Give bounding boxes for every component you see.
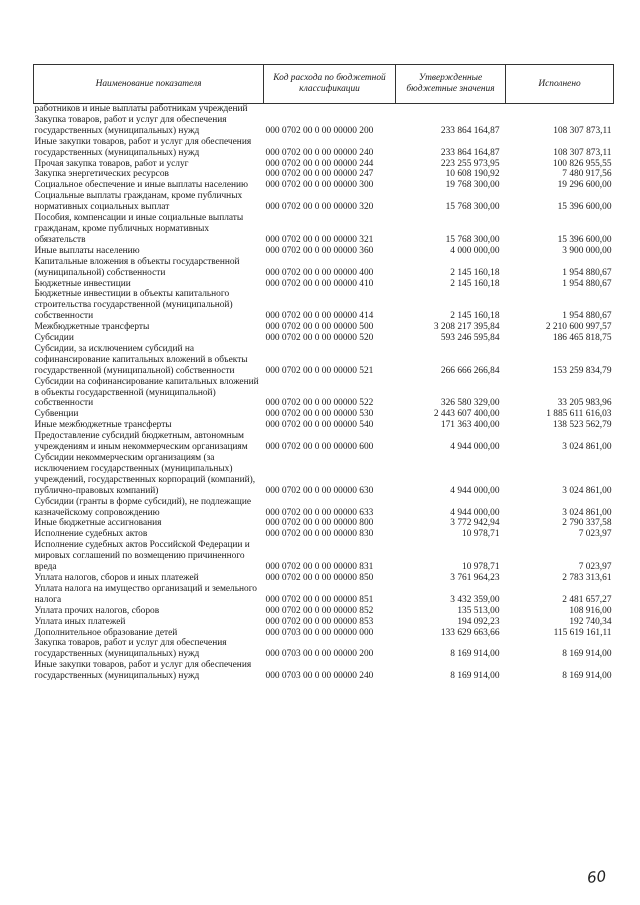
row-approved-value: 133 629 663,66 — [440, 627, 500, 638]
table-row — [34, 617, 614, 628]
row-executed-value: 7 480 917,56 — [562, 169, 612, 180]
row-approved-value: 266 666 266,84 — [440, 365, 500, 376]
table-row — [34, 257, 614, 279]
row-indicator-name: Субсидии — [34, 333, 74, 344]
row-expense-code: 000 0702 00 0 00 00000 360 — [265, 245, 374, 256]
row-indicator-name: Пособия, компенсации и иные социальные выплаты гражданам, кроме публичных нормативных обязательств — [34, 213, 244, 245]
row-approved-value: 10 978,71 — [462, 562, 500, 573]
row-executed-value: 138 523 562,79 — [552, 420, 612, 431]
row-indicator-name: Дополнительное образование детей — [34, 627, 178, 638]
row-executed-value: 2 481 657,27 — [562, 594, 612, 605]
row-indicator-name: Предоставление субсидий бюджетным, автономным учреждениям и иным некоммерческим организациям — [34, 431, 248, 453]
row-expense-code: 000 0702 00 0 00 00000 500 — [265, 322, 374, 333]
row-executed-value: 3 900 000,00 — [562, 245, 612, 256]
row-approved-value: 4 944 000,00 — [450, 442, 500, 453]
table-row — [34, 213, 614, 246]
row-indicator-name: работников и иные выплаты работникам учреждений — [34, 104, 248, 114]
row-approved-value: 194 092,23 — [457, 616, 500, 627]
row-indicator-name: Уплата налога на имущество организаций и земельного налога — [34, 583, 257, 605]
row-approved-value: 15 768 300,00 — [445, 202, 500, 213]
table-row — [34, 322, 614, 333]
row-executed-value: 7 023,97 — [578, 529, 612, 540]
row-approved-value: 10 978,71 — [462, 529, 500, 540]
row-executed-value: 1 954 880,67 — [562, 311, 612, 322]
row-indicator-name: Иные закупки товаров, работ и услуг для обеспечения государственных (муниципальных) нужд — [34, 136, 252, 158]
row-approved-value: 326 580 329,00 — [440, 398, 500, 409]
table-row — [34, 497, 614, 519]
table-row — [34, 584, 614, 606]
table-body — [34, 104, 614, 683]
row-approved-value: 2 145 160,18 — [450, 267, 500, 278]
row-approved-value: 3 208 217 395,84 — [433, 322, 500, 333]
table-row — [34, 540, 614, 573]
row-expense-code: 000 0702 00 0 00 00000 851 — [265, 594, 374, 605]
row-approved-value: 593 246 595,84 — [440, 333, 500, 344]
row-expense-code: 000 0702 00 0 00 00000 400 — [265, 267, 374, 278]
row-approved-value: 171 363 400,00 — [440, 420, 500, 431]
row-indicator-name: Иные выплаты населению — [34, 245, 140, 256]
row-executed-value: 3 024 861,00 — [562, 485, 612, 496]
row-expense-code: 000 0702 00 0 00 00000 321 — [265, 234, 374, 245]
row-expense-code: 000 0702 00 0 00 00000 200 — [265, 125, 374, 136]
header-executed: Исполнено — [506, 65, 614, 104]
row-approved-value: 3 772 942,94 — [450, 518, 500, 529]
row-indicator-name: Исполнение судебных актов — [34, 529, 148, 540]
header-expense-code: Код расхода по бюджетной классификации — [264, 65, 396, 104]
row-executed-value: 2 210 600 997,57 — [545, 322, 612, 333]
row-expense-code: 000 0702 00 0 00 00000 244 — [265, 158, 374, 169]
row-approved-value: 3 761 964,23 — [450, 572, 500, 583]
table-row — [34, 180, 614, 191]
row-executed-value: 3 024 861,00 — [562, 442, 612, 453]
row-indicator-name: Субвенции — [34, 409, 79, 420]
table-row — [34, 453, 614, 497]
row-approved-value — [396, 104, 506, 115]
row-expense-code: 000 0702 00 0 00 00000 540 — [265, 420, 374, 431]
row-approved-value: 223 255 973,95 — [440, 158, 500, 169]
row-expense-code: 000 0702 00 0 00 00000 600 — [265, 442, 374, 453]
row-indicator-name: Капитальные вложения в объекты государственной (муниципальной) собственности — [34, 256, 240, 278]
row-executed-value: 108 916,00 — [569, 605, 612, 616]
row-indicator-name: Социальные выплаты гражданам, кроме публичных нормативных социальных выплат — [34, 191, 243, 213]
row-expense-code: 000 0702 00 0 00 00000 320 — [265, 202, 374, 213]
row-executed-value: 1 954 880,67 — [562, 267, 612, 278]
row-executed-value: 2 783 313,61 — [562, 572, 612, 583]
row-expense-code: 000 0702 00 0 00 00000 633 — [265, 507, 374, 518]
row-indicator-name: Уплата прочих налогов, сборов — [34, 605, 160, 616]
row-expense-code: 000 0702 00 0 00 00000 830 — [265, 529, 374, 540]
row-expense-code: 000 0703 00 0 00 00000 200 — [265, 649, 374, 660]
row-expense-code: 000 0702 00 0 00 00000 850 — [265, 572, 374, 583]
row-approved-value: 2 145 160,18 — [450, 311, 500, 322]
row-approved-value: 233 864 164,87 — [440, 125, 500, 136]
row-indicator-name: Уплата иных платежей — [34, 616, 126, 627]
row-executed-value — [506, 104, 614, 115]
row-indicator-name: Иные межбюджетные трансферты — [34, 420, 172, 431]
row-approved-value: 135 513,00 — [457, 605, 500, 616]
table-row — [34, 573, 614, 584]
row-executed-value: 7 023,97 — [578, 562, 612, 573]
table-row — [34, 191, 614, 213]
row-executed-value: 1 954 880,67 — [562, 278, 612, 289]
row-expense-code: 000 0702 00 0 00 00000 247 — [265, 169, 374, 180]
table-row — [34, 279, 614, 290]
row-indicator-name: Закупка товаров, работ и услуг для обеспечения государственных (муниципальных) нужд — [34, 638, 227, 660]
row-approved-value: 10 608 190,92 — [445, 169, 500, 180]
row-indicator-name: Бюджетные инвестиции в объекты капитального строительства государственной (муниципальной) собственности — [34, 289, 233, 322]
row-indicator-name: Социальное обеспечение и иные выплаты населению — [34, 180, 249, 191]
handwritten-page-number: 60 — [586, 867, 607, 887]
table-row — [34, 169, 614, 180]
row-indicator-name: Уплата налогов, сборов и иных платежей — [34, 572, 199, 583]
row-executed-value: 15 396 600,00 — [557, 202, 612, 213]
table-row — [34, 137, 614, 159]
row-indicator-name: Закупка энергетических ресурсов — [34, 169, 169, 180]
row-approved-value: 19 768 300,00 — [445, 180, 500, 191]
row-indicator-name: Исполнение судебных актов Российской Федерации и мировых соглашений по возмещению причиненного вреда — [34, 540, 250, 573]
row-approved-value: 2 443 607 400,00 — [433, 409, 500, 420]
table-row — [34, 289, 614, 322]
row-expense-code: 000 0702 00 0 00 00000 800 — [265, 518, 374, 529]
row-executed-value: 108 307 873,11 — [553, 147, 612, 158]
table-row — [34, 409, 614, 420]
row-expense-code: 000 0702 00 0 00 00000 853 — [265, 616, 374, 627]
table-row — [34, 529, 614, 540]
table-row — [34, 159, 614, 170]
row-approved-value: 4 000 000,00 — [450, 245, 500, 256]
row-indicator-name: Межбюджетные трансферты — [34, 322, 150, 333]
row-expense-code: 000 0702 00 0 00 00000 522 — [265, 398, 374, 409]
row-executed-value: 8 169 914,00 — [562, 649, 612, 660]
row-approved-value: 8 169 914,00 — [450, 671, 500, 682]
row-indicator-name: Закупка товаров, работ и услуг для обеспечения государственных (муниципальных) нужд — [34, 114, 227, 136]
row-executed-value: 192 740,34 — [569, 616, 612, 627]
row-expense-code: 000 0702 00 0 00 00000 831 — [265, 562, 374, 573]
row-executed-value: 1 885 611 616,03 — [546, 409, 612, 420]
row-executed-value: 2 790 337,58 — [562, 518, 612, 529]
table-row — [34, 104, 614, 115]
table-row — [34, 115, 614, 137]
table-row — [34, 377, 614, 410]
header-indicator-name: Наименование показателя — [34, 65, 264, 104]
row-approved-value: 3 432 359,00 — [450, 594, 500, 605]
table-row — [34, 628, 614, 639]
row-expense-code: 000 0702 00 0 00 00000 300 — [265, 180, 374, 191]
row-executed-value: 108 307 873,11 — [553, 125, 612, 136]
table-row — [34, 246, 614, 257]
table-header-row — [34, 65, 614, 104]
row-approved-value: 4 944 000,00 — [450, 507, 500, 518]
row-expense-code: 000 0703 00 0 00 00000 000 — [265, 627, 374, 638]
table-row — [34, 344, 614, 377]
row-expense-code: 000 0702 00 0 00 00000 630 — [265, 485, 374, 496]
row-executed-value: 115 619 161,11 — [553, 627, 612, 638]
row-executed-value: 33 205 983,96 — [557, 398, 612, 409]
row-indicator-name: Субсидии (гранты в форме субсидий), не подлежащие казначейскому сопровождению — [34, 496, 252, 518]
row-indicator-name: Иные бюджетные ассигнования — [34, 518, 162, 529]
table-row — [34, 420, 614, 431]
budget-execution-table — [33, 64, 614, 682]
row-indicator-name: Субсидии некоммерческим организациям (за исключением государственных (муниципальных) учреждений, государственных корпораций (компаний), публично-правовых компаний) — [34, 453, 256, 496]
table-row — [34, 660, 614, 682]
table-row — [34, 333, 614, 344]
table-row — [34, 638, 614, 660]
table-row — [34, 606, 614, 617]
row-expense-code: 000 0702 00 0 00 00000 414 — [265, 311, 374, 322]
row-expense-code: 000 0702 00 0 00 00000 852 — [265, 605, 374, 616]
row-executed-value: 19 296 600,00 — [557, 180, 612, 191]
row-indicator-name: Бюджетные инвестиции — [34, 278, 131, 289]
row-approved-value: 4 944 000,00 — [450, 485, 500, 496]
row-approved-value: 233 864 164,87 — [440, 147, 500, 158]
row-approved-value: 15 768 300,00 — [445, 234, 500, 245]
row-executed-value: 186 465 818,75 — [552, 333, 612, 344]
row-expense-code — [264, 104, 396, 115]
row-executed-value: 153 259 834,79 — [552, 365, 612, 376]
header-approved-values: Утвержденные бюджетные значения — [396, 65, 506, 104]
row-executed-value: 100 826 955,55 — [552, 158, 612, 169]
table-row — [34, 518, 614, 529]
row-expense-code: 000 0702 00 0 00 00000 240 — [265, 147, 374, 158]
row-executed-value: 8 169 914,00 — [562, 671, 612, 682]
table-row — [34, 431, 614, 453]
row-approved-value: 8 169 914,00 — [450, 649, 500, 660]
row-indicator-name: Иные закупки товаров, работ и услуг для обеспечения государственных (муниципальных) нужд — [34, 660, 252, 682]
row-expense-code: 000 0702 00 0 00 00000 520 — [265, 333, 374, 344]
row-approved-value: 2 145 160,18 — [450, 278, 500, 289]
row-executed-value: 15 396 600,00 — [557, 234, 612, 245]
row-expense-code: 000 0702 00 0 00 00000 521 — [265, 365, 374, 376]
row-expense-code: 000 0702 00 0 00 00000 410 — [265, 278, 374, 289]
row-expense-code: 000 0702 00 0 00 00000 530 — [265, 409, 374, 420]
table-header — [34, 65, 614, 104]
row-indicator-name: Субсидии на софинансирование капитальных вложений в объекты государственной (муниципальной) собственности — [34, 376, 259, 409]
row-indicator-name: Прочая закупка товаров, работ и услуг — [34, 158, 189, 169]
row-expense-code: 000 0703 00 0 00 00000 240 — [265, 671, 374, 682]
row-executed-value: 3 024 861,00 — [562, 507, 612, 518]
row-indicator-name: Субсидии, за исключением субсидий на софинансирование капитальных вложений в объекты государственной (муниципальной) собственности — [34, 343, 248, 376]
